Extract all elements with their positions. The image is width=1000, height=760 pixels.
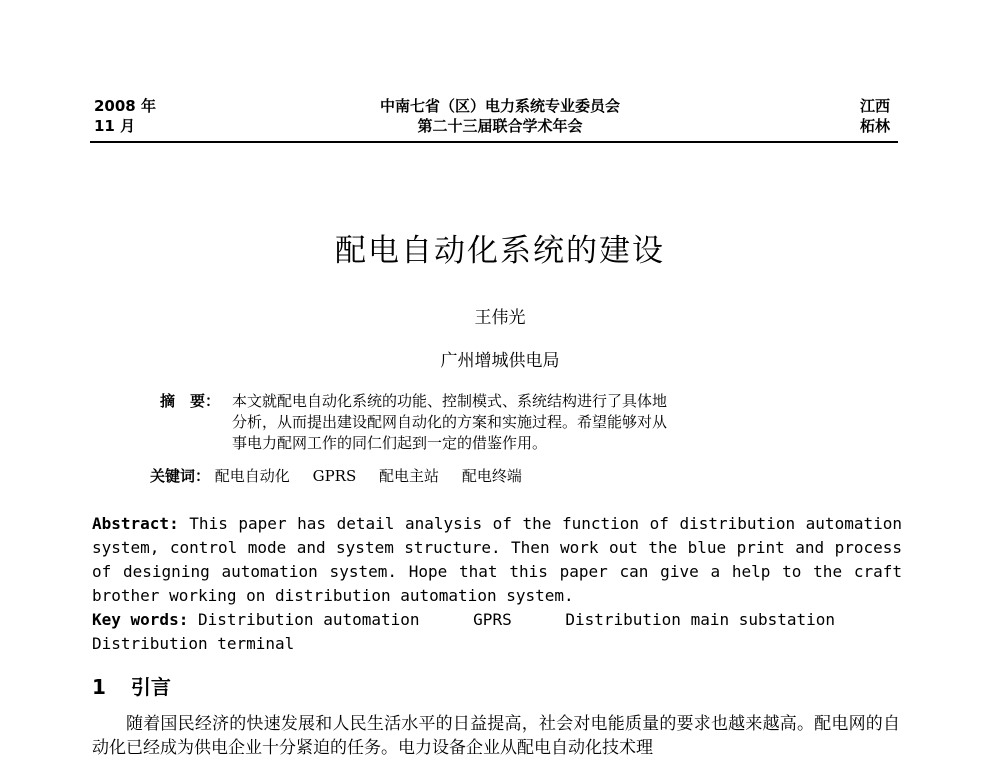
- header-town: 柘林: [859, 117, 890, 135]
- section-paragraph: 随着国民经济的快速发展和人民生活水平的日益提高，社会对电能质量的要求也越来越高。配电网的自动化已经成为供电企业十分紧迫的任务。电力设备企业从配电自动化技术理: [92, 714, 900, 758]
- header-year: 2008 年: [94, 97, 156, 115]
- abstract-cn-line: 事电力配网工作的同仁们起到一定的借鉴作用。: [232, 434, 548, 452]
- paper-affiliation: 广州增城供电局: [440, 351, 560, 371]
- header-date: [94, 96, 156, 136]
- header-committee: 中南七省（区）电力系统专业委员会: [379, 97, 620, 115]
- keyword-en: GPRS: [473, 610, 512, 629]
- abstract-en-text: This paper has detail analysis of the function of distribution automation system, control mode and system structure. Then work out the blue print and process of designing automation system. Hope that this paper can give a help to the craft brother working on distribution automation system.: [92, 514, 902, 605]
- abstract-cn-line: 本文就配电自动化系统的功能、控制模式、系统结构进行了具体地: [232, 392, 668, 410]
- paper-title: 配电自动化系统的建设: [335, 233, 665, 269]
- keyword-en: Distribution automation: [197, 610, 420, 629]
- header-month: 11 月: [94, 117, 136, 135]
- abstract-cn-label: 摘 要：: [160, 392, 221, 410]
- keyword-en: Distribution main substation: [565, 610, 836, 629]
- header-conference: [300, 96, 700, 136]
- abstract-en-label: Abstract:: [92, 514, 179, 533]
- header-session: 第二十三届联合学术年会: [417, 117, 583, 135]
- header-province: 江西: [859, 97, 890, 115]
- keywords-cn-label: 关键词：: [150, 467, 211, 485]
- section-title: 引言: [130, 675, 171, 699]
- abstract-en: [92, 512, 902, 608]
- abstract-cn-line: 分析，从而提出建设配网自动化的方案和实施过程。希望能够对从: [232, 413, 668, 431]
- header-location: [860, 96, 890, 136]
- keywords-cn: [150, 465, 540, 486]
- keyword-en: Distribution terminal: [92, 634, 295, 653]
- section-heading: [92, 671, 171, 700]
- header-rule: [90, 141, 898, 143]
- keyword-cn: 配电主站: [379, 467, 440, 485]
- paper-author: 王伟光: [474, 308, 526, 328]
- keyword-cn: 配电自动化: [214, 467, 290, 485]
- keyword-cn: 配电终端: [461, 467, 522, 485]
- keyword-cn: GPRS: [312, 467, 357, 485]
- abstract-cn: [160, 391, 850, 454]
- keywords-en-label: Key words:: [92, 610, 189, 629]
- keywords-en: [92, 608, 902, 656]
- section-number: 1: [92, 675, 106, 699]
